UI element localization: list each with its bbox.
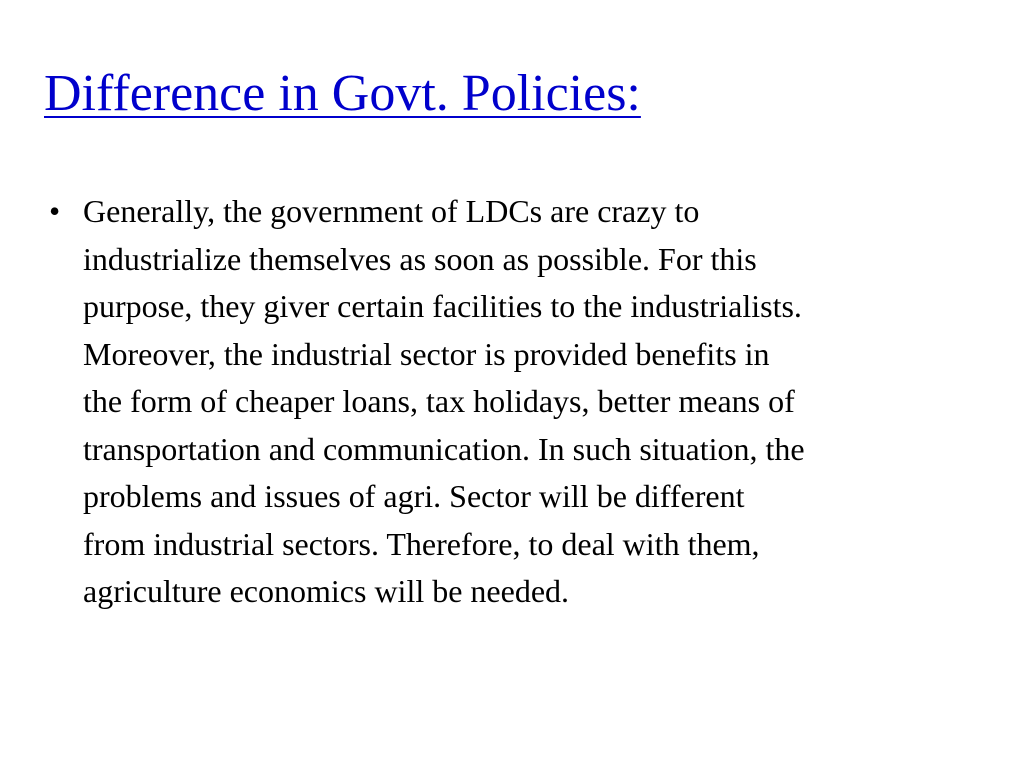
bullet-text-line: Moreover, the industrial sector is provided benefits in [83,335,770,372]
slide-title: Difference in Govt. Policies: [44,65,641,122]
bullet-list [44,188,994,616]
bullet-text-line: purpose, they giver certain facilities to the industrialists. [83,288,802,324]
bullet-text-line: industrialize themselves as soon as possible. For this [83,240,757,277]
bullet-text-line: the form of cheaper loans, tax holidays, better means of [83,383,795,419]
bullet-text-line: agriculture economics will be needed. [83,573,570,609]
bullet-text-line: Generally, the government of LDCs are crazy to [83,193,700,229]
bullet-item [44,188,994,616]
bullet-text-line: problems and issues of agri. Sector will be different [83,478,745,514]
bullet-text-line: from industrial sectors. Therefore, to deal with them, [83,525,760,562]
bullet-dot-icon: • [49,193,61,229]
bullet-text-line: transportation and communication. In such situation, the [83,430,805,467]
